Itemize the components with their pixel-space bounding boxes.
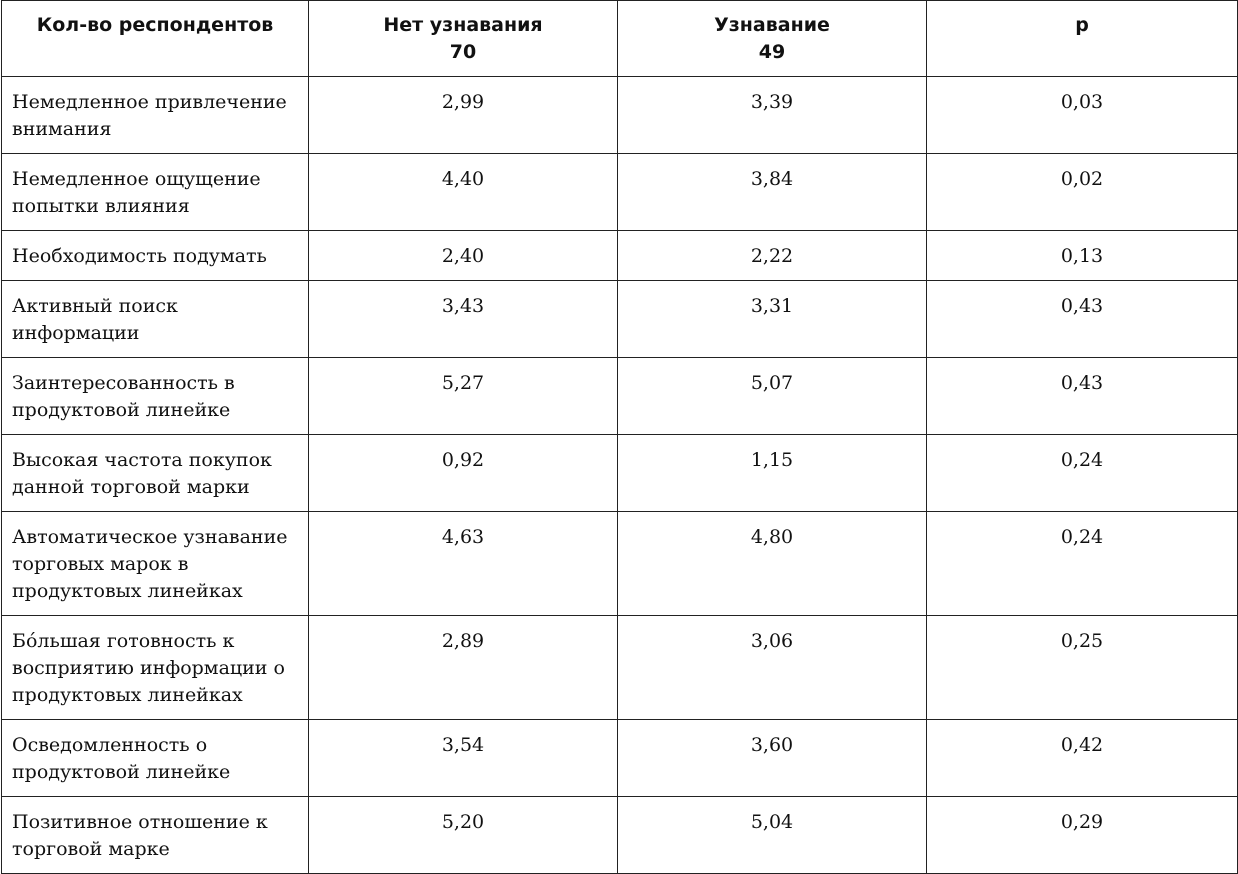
cell-no-recognition: 0,92	[309, 435, 618, 512]
cell-no-recognition: 4,63	[309, 512, 618, 616]
row-label: Бóльшая готовность к восприятию информации о продуктовых линейках	[2, 616, 309, 720]
cell-recognition: 3,84	[618, 154, 927, 231]
header-recognition-count: 49	[758, 41, 786, 63]
table-row	[2, 512, 1238, 616]
table-row	[2, 231, 1238, 281]
header-respondents: Кол-во респондентов	[2, 1, 309, 77]
header-row	[2, 1, 1238, 77]
cell-no-recognition: 2,89	[309, 616, 618, 720]
row-label: Заинтересованность в продуктовой линейке	[2, 358, 309, 435]
cell-recognition: 3,31	[618, 281, 927, 358]
table-row	[2, 154, 1238, 231]
table-row	[2, 281, 1238, 358]
cell-p-value: 0,13	[927, 231, 1238, 281]
header-recognition: Узнавание 49	[618, 1, 927, 77]
cell-recognition: 3,60	[618, 720, 927, 797]
cell-no-recognition: 3,54	[309, 720, 618, 797]
cell-no-recognition: 5,20	[309, 797, 618, 874]
cell-p-value: 0,42	[927, 720, 1238, 797]
row-label: Автоматическое узнавание торговых марок в продуктовых линейках	[2, 512, 309, 616]
row-label: Активный поиск информации	[2, 281, 309, 358]
table-row	[2, 720, 1238, 797]
cell-p-value: 0,24	[927, 435, 1238, 512]
cell-p-value: 0,03	[927, 77, 1238, 154]
table-row	[2, 616, 1238, 720]
cell-recognition: 4,80	[618, 512, 927, 616]
cell-p-value: 0,25	[927, 616, 1238, 720]
cell-p-value: 0,24	[927, 512, 1238, 616]
table-row	[2, 358, 1238, 435]
header-no-recognition: Нет узнавания 70	[309, 1, 618, 77]
cell-no-recognition: 5,27	[309, 358, 618, 435]
table-row	[2, 797, 1238, 874]
cell-recognition: 3,06	[618, 616, 927, 720]
cell-recognition: 5,04	[618, 797, 927, 874]
row-label: Осведомленность о продуктовой линейке	[2, 720, 309, 797]
header-no-recognition-count: 70	[449, 41, 477, 63]
cell-no-recognition: 2,40	[309, 231, 618, 281]
cell-no-recognition: 4,40	[309, 154, 618, 231]
cell-recognition: 5,07	[618, 358, 927, 435]
row-label: Позитивное отношение к торговой марке	[2, 797, 309, 874]
cell-p-value: 0,02	[927, 154, 1238, 231]
cell-recognition: 3,39	[618, 77, 927, 154]
row-label: Высокая частота покупок данной торговой марки	[2, 435, 309, 512]
row-label: Немедленное ощущение попытки влияния	[2, 154, 309, 231]
cell-p-value: 0,43	[927, 358, 1238, 435]
table-row	[2, 77, 1238, 154]
cell-recognition: 2,22	[618, 231, 927, 281]
cell-recognition: 1,15	[618, 435, 927, 512]
cell-p-value: 0,43	[927, 281, 1238, 358]
header-p-value: p	[927, 1, 1238, 77]
cell-p-value: 0,29	[927, 797, 1238, 874]
data-table	[1, 0, 1238, 874]
row-label: Немедленное привлечение внимания	[2, 77, 309, 154]
row-label: Необходимость подумать	[2, 231, 309, 281]
table-row	[2, 435, 1238, 512]
cell-no-recognition: 2,99	[309, 77, 618, 154]
cell-no-recognition: 3,43	[309, 281, 618, 358]
